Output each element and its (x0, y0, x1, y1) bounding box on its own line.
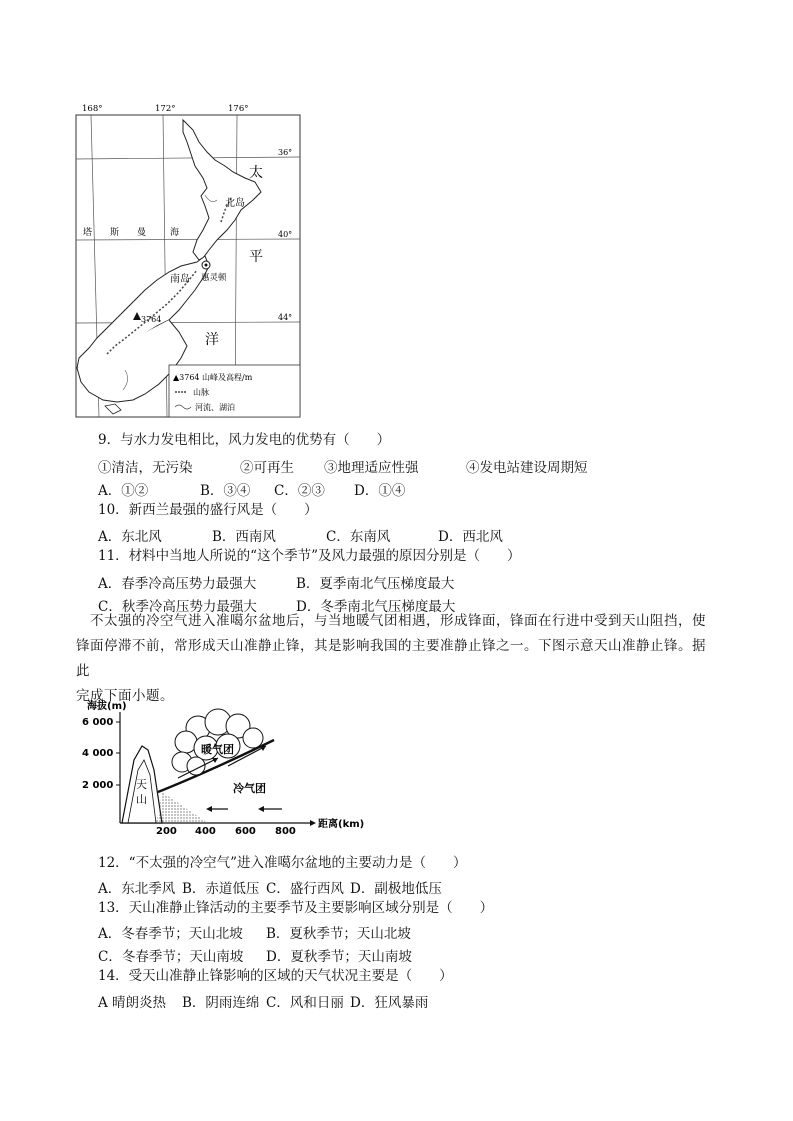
y-tick-2000: 2 000 (82, 780, 114, 791)
y-axis-label: 海拔(m) (87, 701, 127, 712)
q13-option-b: B．夏秋季节；天山北坡 (266, 926, 411, 942)
tasman-char-1: 塔 (83, 228, 93, 238)
q11-option-a: A．春季冷高压势力最强大 (98, 576, 257, 592)
lon-label-176: 176° (228, 104, 249, 114)
x-tick-800: 800 (275, 826, 296, 835)
q14-option-d: D．狂风暴雨 (350, 995, 429, 1011)
q9-item-3: ③地理适应性强 (324, 460, 419, 476)
q9-item-2: ②可再生 (240, 460, 294, 476)
lat-label-36: 36° (278, 148, 293, 157)
q12-option-b: B．赤道低压 (182, 881, 260, 897)
q14-option-b: B．阴雨连绵 (182, 995, 260, 1011)
intro-paragraph (76, 609, 716, 709)
q9-option-d: D．①④ (354, 483, 406, 499)
q12-option-a: A．东北季风 (98, 881, 176, 897)
q14-option-a: A 晴朗炎热 (98, 995, 167, 1011)
front-diagram (78, 700, 378, 835)
q10-option-b: B．西南风 (212, 529, 276, 545)
q10-option-d: D．西北风 (438, 529, 503, 545)
q13-option-d: D．夏秋季节；天山南坡 (266, 949, 412, 965)
intro-line-2: 锋面停滞不前，常形成天山准静止锋，其是影响我国的主要准静止锋之一。下图示意天山准静止锋。据此 (76, 638, 706, 679)
q10-stem: 10．新西兰最强的盛行风是（ ） (98, 502, 318, 518)
x-tick-200: 200 (156, 826, 177, 835)
lat-label-40: 40° (278, 230, 293, 239)
q12-option-d: D．副极地低压 (350, 881, 442, 897)
q10-option-a: A．东北风 (98, 529, 162, 545)
q11-option-c: C．秋季冷高压势力最强大 (98, 599, 257, 615)
city-label: 惠灵顿 (201, 273, 227, 283)
legend-range: 山脉 (193, 388, 209, 397)
pacific-char-1: 太 (249, 165, 263, 181)
q9-item-1: ①清洁，无污染 (98, 460, 193, 476)
q9-option-c: C．②③ (274, 483, 325, 499)
tasman-char-2: 斯 (110, 228, 120, 238)
y-tick-4000: 4 000 (82, 748, 114, 759)
tasman-char-4: 海 (170, 228, 180, 238)
legend-river: 河流、湖泊 (195, 403, 235, 412)
q9-item-4: ④发电站建设周期短 (466, 460, 588, 476)
mountain-char-1: 天 (136, 778, 147, 791)
q11-option-b: B．夏季南北气压梯度最大 (296, 576, 455, 592)
q9-option-a: A．①② (98, 483, 149, 499)
south-island-label: 南岛 (170, 274, 190, 285)
q14-option-c: C．风和日丽 (266, 995, 344, 1011)
lon-label-168: 168° (82, 104, 103, 114)
q11-stem: 11．材料中当地人所说的“这个季节”及风力最强的原因分别是（ ） (98, 548, 521, 564)
pacific-char-3: 洋 (205, 332, 219, 348)
x-axis-label: 距离(km) (318, 819, 365, 830)
q12-option-c: C．盛行西风 (266, 881, 344, 897)
q13-stem: 13．天山准静止锋活动的主要季节及主要影响区域分别是（ ） (98, 900, 494, 916)
q14-stem: 14．受天山准静止锋影响的区域的天气状况主要是（ ） (98, 968, 453, 984)
q11-option-d: D．冬季南北气压梯度最大 (296, 599, 456, 615)
cold-air-wedge (156, 792, 208, 823)
intro-line-1: 不太强的冷空气进入准噶尔盆地后，与当地暖气团相遇，形成锋面，锋面在行进中受到天山阻挡，使 (76, 613, 706, 629)
y-tick-6000: 6 000 (82, 717, 114, 728)
x-tick-400: 400 (195, 826, 216, 835)
q12-stem: 12．“不太强的冷空气”进入准噶尔盆地的主要动力是（ ） (98, 855, 467, 871)
new-zealand-map (75, 100, 305, 420)
q10-option-c: C．东南风 (326, 529, 391, 545)
q9-stem: 9．与水力发电相比，风力发电的优势有（ ） (98, 432, 391, 448)
warm-air-label: 暖气团 (201, 743, 234, 756)
peak-label: 3764 (141, 315, 162, 324)
intro-line-3: 完成下面小题。 (76, 688, 174, 704)
lat-label-44: 44° (278, 313, 293, 322)
q9-option-b: B．③④ (200, 483, 251, 499)
mountain-char-2: 山 (136, 793, 147, 806)
x-tick-600: 600 (235, 826, 256, 835)
lon-label-172: 172° (155, 104, 176, 114)
tasman-char-3: 曼 (137, 228, 147, 238)
legend-peak: ▲3764 山峰及高程/m (173, 373, 253, 382)
q13-option-c: C．冬春季节；天山南坡 (98, 949, 244, 965)
cold-air-label: 冷气团 (233, 782, 266, 795)
pacific-char-2: 平 (249, 249, 263, 265)
q13-option-a: A．冬春季节；天山北坡 (98, 926, 243, 942)
warm-air-cloud (172, 709, 263, 775)
north-island-label: 北岛 (225, 198, 245, 209)
